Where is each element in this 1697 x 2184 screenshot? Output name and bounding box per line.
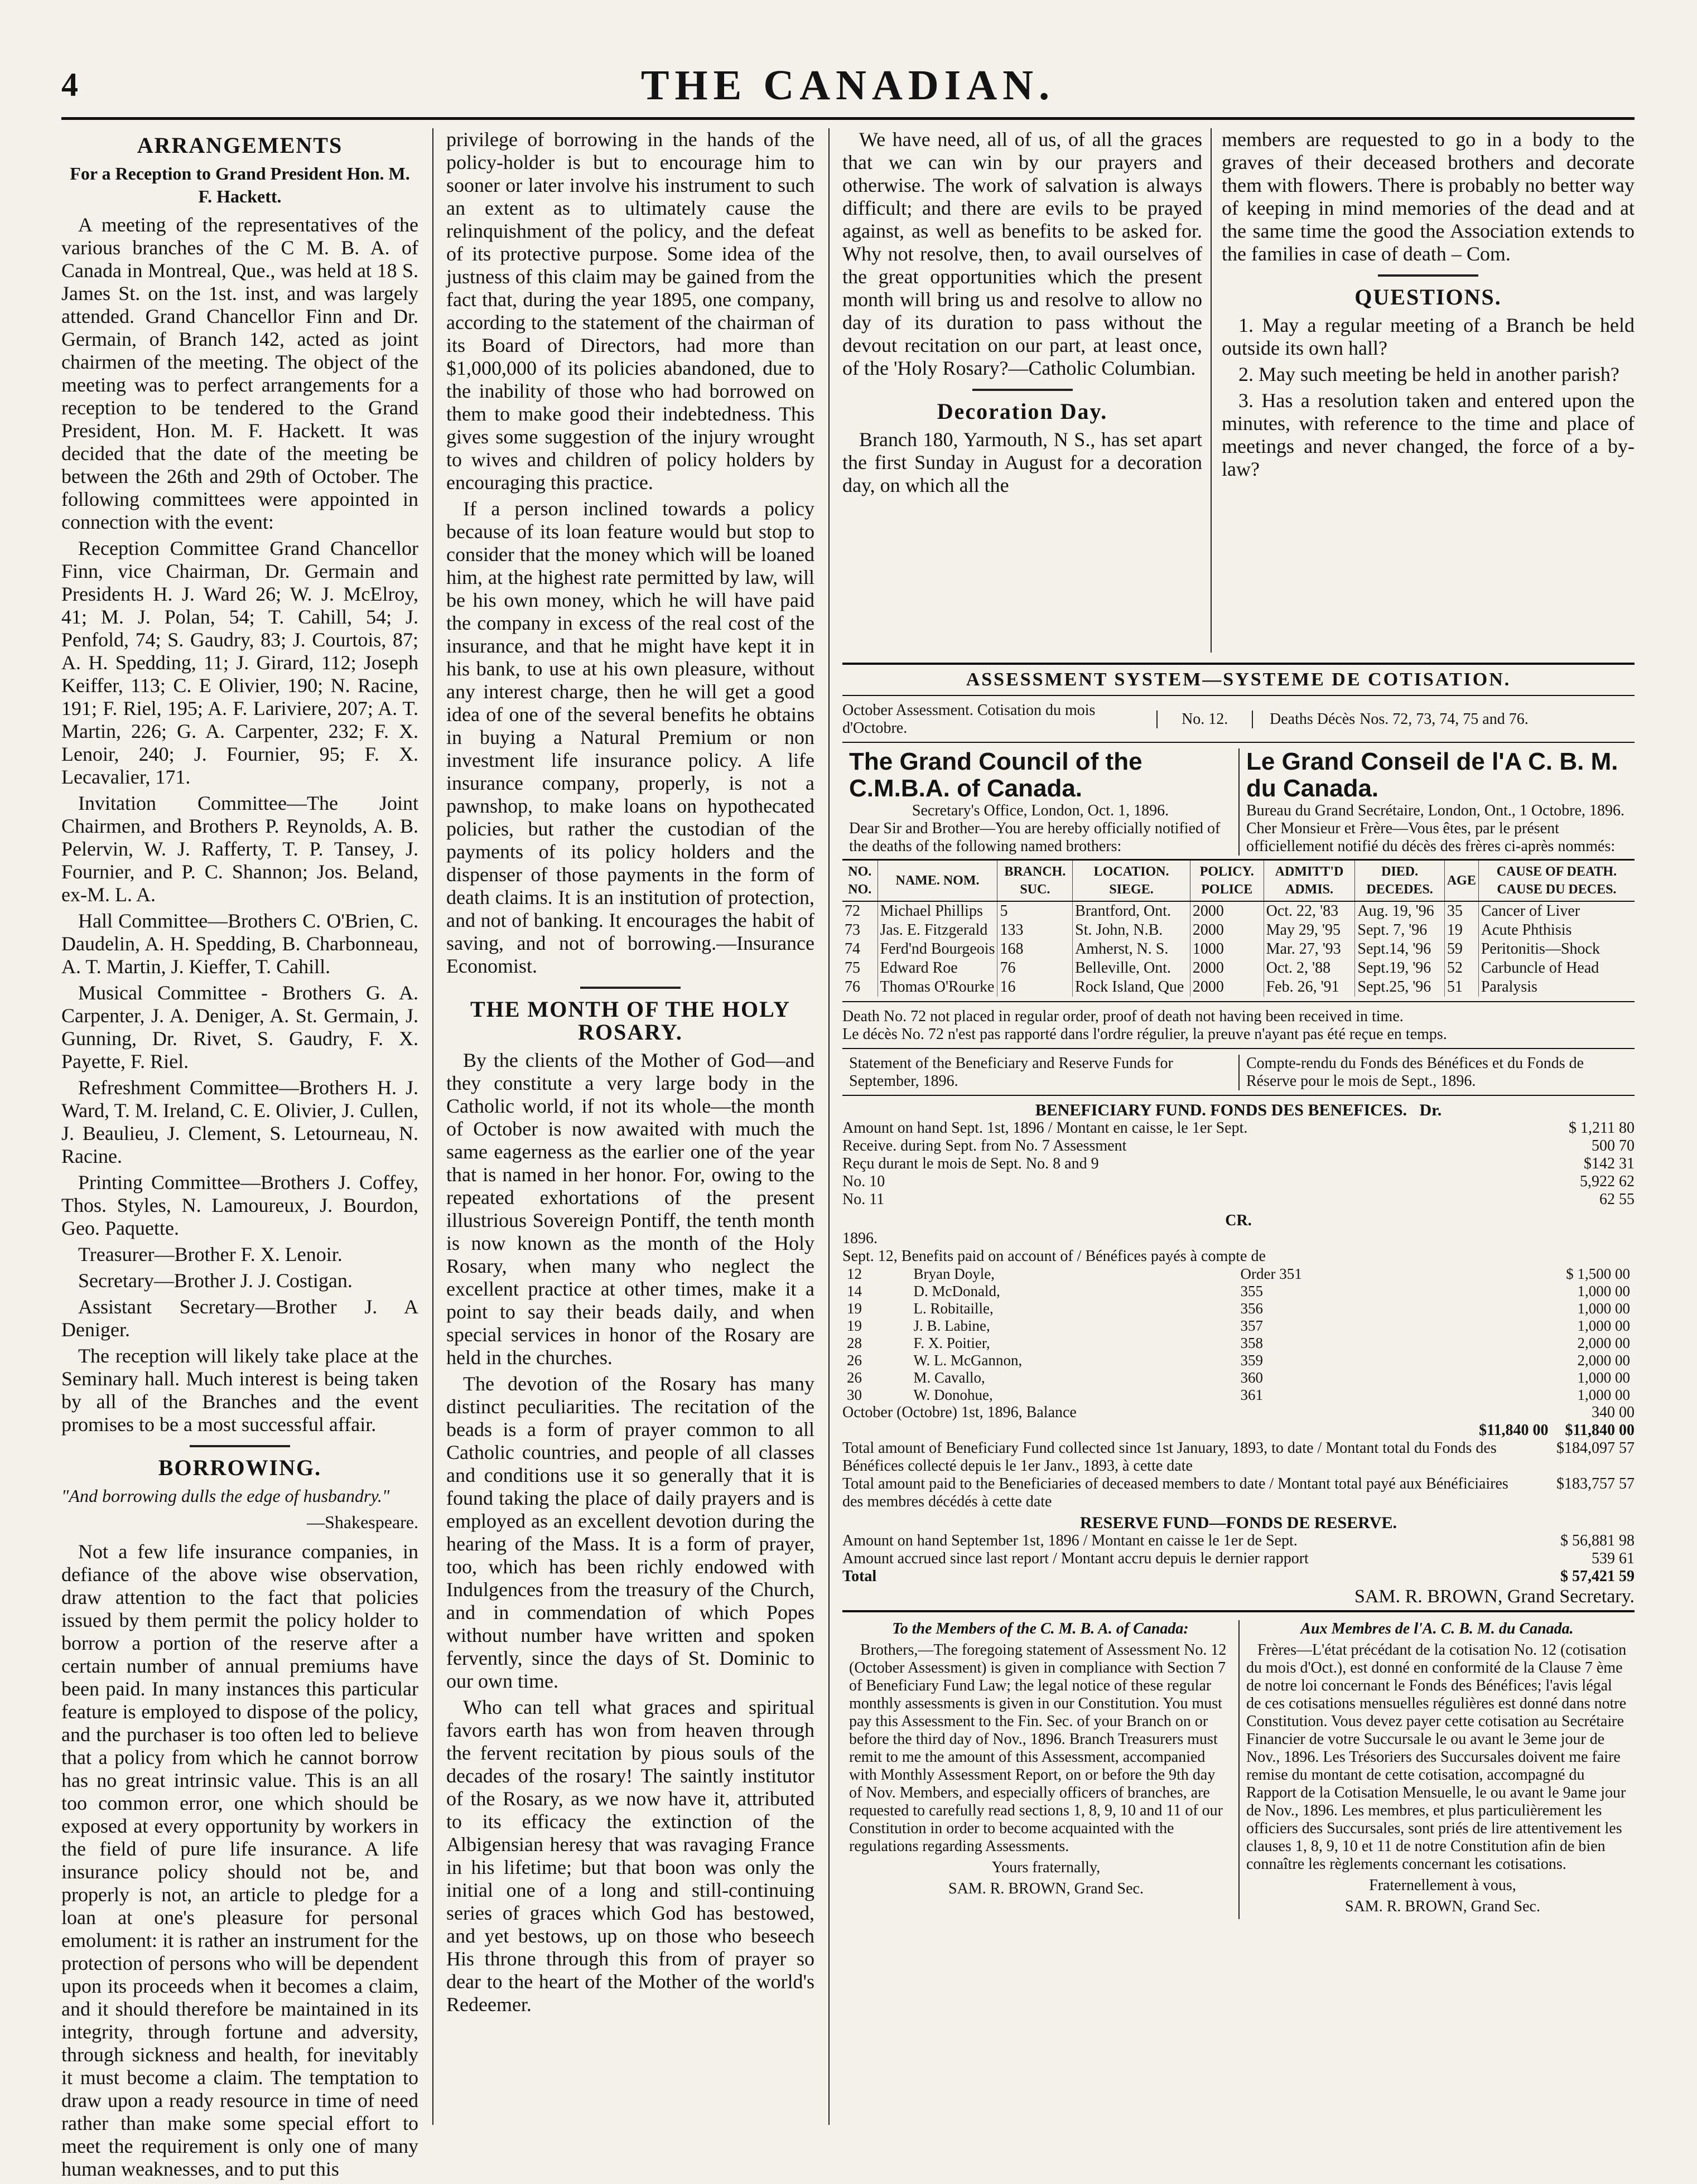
table-cell: 5 <box>997 901 1073 921</box>
table-cell: 72 <box>845 902 860 920</box>
death-note-en: Death No. 72 not placed in regular order, proof of death not having been received in time. <box>842 1008 1404 1025</box>
table-cell: 35 <box>1444 901 1478 921</box>
table-cell: J. B. Labine, <box>913 1317 990 1334</box>
arrangements-heading: ARRANGEMENTS <box>137 133 343 158</box>
notice-english <box>842 1620 1238 1919</box>
paid-total-amount: $183,757 57 <box>1556 1475 1635 1492</box>
arrangements-paragraph: Secretary—Brother J. J. Costigan. <box>78 1269 353 1292</box>
reserve-total-label: Total <box>842 1568 877 1585</box>
table-cell: 1,000 00 <box>1577 1300 1630 1317</box>
table-cell: 16 <box>997 978 1073 997</box>
borrowing-epigraph: "And borrowing dulls the edge of husbandry." <box>61 1486 390 1506</box>
ledger-line-amount: 62 55 <box>1599 1191 1635 1208</box>
rosary-heading: THE MONTH OF THE HOLY ROSARY. <box>470 997 790 1045</box>
notice-en-signature: SAM. R. BROWN, Grand Sec. <box>948 1880 1144 1897</box>
rule <box>842 695 1635 696</box>
reserve-line-label: Amount accrued since last report / Montant accru depuis le dernier rapport <box>842 1550 1309 1567</box>
ledger-line-amount: $ 1,211 80 <box>1569 1119 1635 1137</box>
deaths-label: Deaths Décès <box>1270 711 1356 728</box>
table-row <box>842 940 1635 959</box>
ledger-line <box>842 1137 1635 1155</box>
ledger-totals <box>842 1422 1635 1439</box>
table-cell: W. Donohue, <box>913 1386 993 1403</box>
notice-french <box>1238 1620 1635 1919</box>
october-assessment-label: October Assessment. Cotisation du mois d'Octobre. <box>842 702 1096 737</box>
arrangements-paragraph: Hall Committee—Brothers C. O'Brien, C. Daudelin, A. H. Spedding, B. Charbonneau, A. T. Martin, J. Kieffer, T. Cahill. <box>61 910 418 978</box>
table-cell: 76 <box>845 978 860 996</box>
ledger-line <box>842 1155 1635 1173</box>
deaths-table-header: NO. NO. <box>842 860 878 902</box>
ledger-line-label: No. 11 <box>842 1191 885 1208</box>
table-cell: Edward Roe <box>878 959 997 978</box>
masthead <box>61 56 1635 120</box>
table-cell: 2000 <box>1190 959 1264 978</box>
ledger-line <box>842 1191 1635 1209</box>
beneficiary-fund-title <box>842 1101 1635 1119</box>
deaths-table <box>842 859 1635 997</box>
ledger-line-label: Amount on hand Sept. 1st, 1896 / Montant en caisse, le 1er Sept. <box>842 1119 1248 1137</box>
table-cell: Feb. 26, '91 <box>1264 978 1355 997</box>
table-cell: Order 351 <box>1240 1265 1302 1282</box>
table-cell: Michael Phillips <box>878 901 997 921</box>
column-2 <box>446 128 814 2019</box>
column-4 <box>1222 128 1635 484</box>
paid-total-line <box>842 1475 1635 1511</box>
assessment-notice <box>842 658 1635 1919</box>
rule <box>842 1001 1635 1002</box>
assessment-title: ASSESSMENT SYSTEM—SYSTEME DE COTISATION. <box>966 669 1511 690</box>
collected-total-amount: $184,097 57 <box>1556 1439 1635 1457</box>
table-cell: 361 <box>1240 1386 1263 1403</box>
table-cell: 74 <box>845 940 860 958</box>
ledger-line-amount: 5,922 62 <box>1580 1173 1635 1190</box>
rule <box>842 742 1635 743</box>
rosary-paragraph: Who can tell what graces and spiritual favors earth has won from heaven through the fervent recitation by pious souls of the decades of the rosary! The saintly institutor of the Rosary, as we now have it, attributed to its efficacy the extinction of the Albigensian heresy that was ravaging France in his lifetime; but that boon was only the initial one of a long and still-continuing series of graces which God has bestowed, and yet bestows, up on those who beseech His throne through this from of prayer so dear to the heart of the Mother of the world's Redeemer. <box>446 1696 814 2016</box>
beneficiary-fund-ledger <box>842 1101 1635 1606</box>
rule <box>842 1048 1635 1049</box>
paid-total-label: Total amount paid to the Beneficiaries of deceased members to date / Montant total payé aux Bénéficiaires des membres décédés à cette date <box>842 1475 1508 1510</box>
table-cell: 2000 <box>1190 921 1264 940</box>
table-cell: Paralysis <box>1478 978 1635 997</box>
rosary-paragraph: By the clients of the Mother of God—and they constitute a very large body in the Catholic world, if not its whole—the month of October is now awaited with much the same eagerness as the earlier one of the year that is named in her honor. For, owing to the repeated exhortations of the present illustrious Sovereign Pontiff, the tenth month is now known as the month of the Holy Rosary, when many who neglect the excellent practice at other times, make it a point to say their beads daily, and when special services in honor of the Rosary are held in the churches. <box>446 1049 814 1369</box>
ledger-line-label: No. 10 <box>842 1173 885 1190</box>
balance-amount: 340 00 <box>1592 1404 1635 1421</box>
table-cell: 59 <box>1444 940 1478 959</box>
reserve-line <box>842 1532 1635 1550</box>
reserve-fund-title: RESERVE FUND—FONDS DE RESERVE. <box>1080 1514 1397 1532</box>
grand-secretary-signature: SAM. R. BROWN, Grand Secretary. <box>1354 1586 1635 1607</box>
reserve-line <box>842 1550 1635 1568</box>
table-cell: Acute Phthisis <box>1478 921 1635 940</box>
table-cell: 51 <box>1444 978 1478 997</box>
ledger-line-label: Receive. during Sept. from No. 7 Assessment <box>842 1137 1127 1154</box>
notification-intro-en: Dear Sir and Brother—You are hereby officially notified of the deaths of the following named brothers: <box>849 820 1221 855</box>
total-left: $11,840 00 <box>1479 1422 1549 1439</box>
table-cell: 19 <box>1444 921 1478 940</box>
table-cell: Sept.19, '96 <box>1355 959 1444 978</box>
reserve-total-amount: $ 57,421 59 <box>1560 1568 1635 1585</box>
deaths-table-header: CAUSE OF DEATH. CAUSE DU DECES. <box>1478 860 1635 902</box>
table-row <box>842 1317 1635 1335</box>
credit-year: 1896. <box>842 1230 878 1247</box>
ledger-line <box>842 1173 1635 1191</box>
question-item: 3. Has a resolution taken and entered upon the minutes, with reference to the time and place of meetings and never changed, the force of a by-law? <box>1222 389 1635 480</box>
section-divider <box>580 987 681 989</box>
statement-fr: Compte-rendu du Fonds des Bénéfices et du Fonds de Réserve pour le mois de Sept., 1896. <box>1238 1055 1635 1090</box>
total-right: $11,840 00 <box>1565 1422 1635 1439</box>
table-cell: 357 <box>1240 1317 1263 1334</box>
table-cell: Jas. E. Fitzgerald <box>878 921 997 940</box>
section-divider <box>190 1445 290 1447</box>
beneficiary-fund-title-text: BENEFICIARY FUND. FONDS DES BENEFICES. <box>1035 1101 1407 1119</box>
table-cell: Oct. 22, '83 <box>1264 901 1355 921</box>
section-divider <box>1378 274 1478 277</box>
arrangements-paragraph: Musical Committee - Brothers G. A. Carpenter, J. A. Deniger, A. St. Germain, J. Gunning, Dr. Rivet, S. Gaudry, F. X. Payette, F. Riel. <box>61 982 418 1072</box>
table-cell: $ 1,500 00 <box>1566 1265 1630 1282</box>
secretary-office-fr: Bureau du Grand Secrétaire, London, Ont., 1 Octobre, 1896. <box>1246 802 1625 819</box>
table-cell: 1,000 00 <box>1577 1369 1630 1386</box>
table-cell: Peritonitis—Shock <box>1478 940 1635 959</box>
table-cell: Rock Island, Que <box>1073 978 1190 997</box>
table-row <box>842 1352 1635 1369</box>
table-cell: 1,000 00 <box>1577 1317 1630 1334</box>
ledger-line <box>842 1119 1635 1137</box>
table-cell: 2000 <box>1190 901 1264 921</box>
notice-fr-heading: Aux Membres de l'A. C. B. M. du Canada. <box>1300 1620 1574 1637</box>
deaths-table-header: AGE <box>1444 860 1478 902</box>
table-row <box>842 1265 1635 1283</box>
borrowing-epigraph-attribution: —Shakespeare. <box>307 1512 418 1532</box>
grand-council-title-fr: Le Grand Conseil de l'A C. B. M. du Canada. <box>1246 748 1618 802</box>
table-cell: Sept. 7, '96 <box>1355 921 1444 940</box>
table-cell: Bryan Doyle, <box>913 1265 995 1282</box>
ledger-line-amount: $142 31 <box>1584 1155 1635 1172</box>
table-cell: L. Robitaille, <box>913 1300 994 1317</box>
table-cell: 358 <box>1240 1335 1263 1351</box>
notice-fr-body: Frères—L'état précédant de la cotisation No. 12 (cotisation du mois d'Oct.), est donné en conformité de la Clause 7 ème de notre loi concernant le Fonds des Bénéfices; l'avis légal de ces cotisations mensuelles régulières est donné dans notre Constitution. Vous devez payer cette cotisation au Secrétaire Financier de votre Succursale le ou avant le 3eme jour de Nov., 1896. Les Trésoriers des Succursales doivent me faire remise du montant de cette cotisation, accompagné du Rapport de la Cotisation Mensuelle, le ou avant le 9ame jour de Nov., 1896. Les membres, et plus particulièrement les officiers des Succursales, sont priés de lire attentivement les clauses 1, 8, 9, 10 et 11 de notre Constitution afin de bien connaître les règlements concernant les cotisations. <box>1246 1641 1627 1873</box>
table-cell: 355 <box>1240 1283 1263 1299</box>
benefits-paid-table <box>842 1265 1635 1404</box>
death-note-fr: Le décès No. 72 n'est pas rapporté dans l'ordre régulier, la preuve n'ayant pas été reçue en temps. <box>842 1026 1447 1043</box>
table-cell: Belleville, Ont. <box>1073 959 1190 978</box>
decoration-day-paragraph: Branch 180, Yarmouth, N S., has set apart the first Sunday in August for a decoration day, on which all the <box>842 428 1202 496</box>
ledger-line-amount: 500 70 <box>1592 1137 1635 1154</box>
table-cell: W. L. McGannon, <box>913 1352 1023 1369</box>
questions-heading: QUESTIONS. <box>1354 284 1502 310</box>
table-cell: Aug. 19, '96 <box>1355 901 1444 921</box>
table-cell: 168 <box>997 940 1073 959</box>
table-cell: Cancer of Liver <box>1478 901 1635 921</box>
arrangements-paragraph: Printing Committee—Brothers J. Coffey, Thos. Styles, N. Lamoureux, J. Bourdon, Geo. Paquette. <box>61 1171 418 1239</box>
table-cell: Carbuncle of Head <box>1478 959 1635 978</box>
deaths-table-header: POLICY. POLICE <box>1190 860 1264 902</box>
deaths-table-header: ADMITT'D ADMIS. <box>1264 860 1355 902</box>
arrangements-paragraph: Reception Committee Grand Chancellor Finn, vice Chairman, Dr. Germain and Presidents H. J. Ward 26; W. J. McElroy, 41; M. J. Polan, 54; T. Cahill, 54; J. Penfold, 74; S. Gaudry, 83; J. Courtois, 87; A. H. Spedding, 11; J. Girard, 112; Joseph Keiffer, 113; C. E Olivier, 190; N. Racine, 191; F. Riel, 195; A. F. Lariviere, 207; A. T. Martin, 226; G. A. Carpenter, 232; F. X. Lenoir, 240; J. Fournier, 95; F. X. Lecavalier, 171. <box>61 537 418 788</box>
table-cell: Brantford, Ont. <box>1073 901 1190 921</box>
borrowing-paragraph: privilege of borrowing in the hands of the policy-holder is but to encourage him to sooner or later involve his instrument to such an extent as to ultimately cause the relinquishment of the policy, and the defeat of its protective purpose. Some idea of the justness of this claim may be gained from the fact that, during the year 1895, one company, according to the statement of the chairman of its Board of Directors, had more than $1,000,000 of its policies abandoned, due to the inability of those who had borrowed on them to make good their indebtedness. This gives some suggestion of the injury wrought to wives and children of policy holders by encouraging this practice. <box>446 128 814 494</box>
table-cell: 2,000 00 <box>1577 1335 1630 1351</box>
borrowing-paragraph: Not a few life insurance companies, in defiance of the above wise observation, draw attention to the fact that policies issued by them permit the policy holder to borrow a portion of the reserve after a certain number of annual premiums have been paid. In many instances this particular feature is employed to dispose of the policy, and the purchaser is too often led to believe that a policy from which he cannot borrow has no great intrinsic value. This is an all too common error, one which should be exposed at every opportunity by workers in the field of pure life insurance. A life insurance policy should not be, and properly is not, an article to pledge for a loan at one's pleasure for personal emolument: it is rather an instrument for the protection of persons who will be dependent upon its proceeds when it becomes a claim, and it should therefore be maintained in its integrity, through fortune and adversity, through sickness and health, for inevitably it must become a claim. The temptation to draw upon a ready resource in time of need rather than make some special effort to meet the requirement is only one of many human weaknesses, and to put this <box>61 1540 418 2180</box>
grand-council-title-en: The Grand Council of the C.M.B.A. of Canada. <box>849 748 1142 802</box>
column-rule <box>432 128 433 2125</box>
grand-council-english <box>842 748 1238 856</box>
credit-label: CR. <box>1225 1212 1252 1229</box>
table-row <box>842 1386 1635 1404</box>
collected-total-label: Total amount of Beneficiary Fund collected since 1st January, 1893, to date / Montant total du Fonds des Bénéfices collecté depuis le 1er Janv., 1893, à cette date <box>842 1439 1497 1475</box>
reserve-total-line <box>842 1568 1635 1586</box>
notice-fr-closing: Fraternellement à vous, <box>1369 1877 1516 1894</box>
secretary-office-en: Secretary's Office, London, Oct. 1, 1896. <box>912 802 1169 819</box>
table-cell: Sept.14, '96 <box>1355 940 1444 959</box>
debit-label: Dr. <box>1419 1101 1442 1119</box>
table-row <box>842 1335 1635 1352</box>
table-cell: 76 <box>997 959 1073 978</box>
deaths-numbers: Nos. 72, 73, 74, 75 and 76. <box>1359 711 1529 728</box>
table-cell: 359 <box>1240 1352 1263 1369</box>
statement-en: Statement of the Beneficiary and Reserve Funds for September, 1896. <box>849 1055 1173 1090</box>
decoration-day-paragraph: members are requested to go in a body to the graves of their deceased brothers and decorate them with flowers. There is probably no better way of keeping in mind memories of the dead and at the same time the good the Association extends to the families in case of death – Com. <box>1222 128 1635 265</box>
table-cell: Ferd'nd Bourgeois <box>878 940 997 959</box>
table-cell: D. McDonald, <box>913 1283 1000 1299</box>
notice-en-closing: Yours fraternally, <box>991 1859 1101 1876</box>
table-cell: Amherst, N. S. <box>1073 940 1190 959</box>
table-cell: 2,000 00 <box>1577 1352 1630 1369</box>
deaths-table-header: NAME. NOM. <box>878 860 997 902</box>
reserve-line-label: Amount on hand September 1st, 1896 / Montant en caisse le 1er de Sept. <box>842 1532 1298 1549</box>
table-cell: 26 <box>847 1369 862 1386</box>
table-cell: F. X. Poitier, <box>913 1335 990 1351</box>
table-cell: 12 <box>847 1265 862 1282</box>
arrangements-paragraph: A meeting of the representatives of the various branches of the C M. B. A. of Canada in Montreal, Que., was held at 18 S. James St. on the 1st. inst, and was largely attended. Grand Chancellor Finn and Dr. Germain, of Branch 142, acted as joint chairmen of the meeting. The object of the meeting was to perfect arrangements for a reception to be tendered to the Grand President, Hon. M. F. Hackett. It was decided that the date of the meeting be between the 26th and 29th of October. The following committees were appointed in connection with the event: <box>61 214 418 533</box>
rosary-paragraph: We have need, all of us, of all the graces that we can win by our prayers and otherwise. The work of salvation is always difficult; and there are evils to be prayed against, as well as benefits to be asked for. Why not resolve, then, to avail ourselves of the great opportunities which the present month will bring us and resolve to allow no day of its duration to pass without the devout recitation on our part, at least once, of the 'Holy Rosary?—Catholic Columbian. <box>842 128 1202 379</box>
newspaper-page <box>61 33 1635 2180</box>
rule <box>842 1095 1635 1096</box>
newspaper-title: THE CANADIAN. <box>640 62 1055 109</box>
arrangements-paragraph: The reception will likely take place at the Seminary hall. Much interest is being taken by all of the Branches and the event promises to be a most successful affair. <box>61 1345 418 1436</box>
section-divider <box>972 389 1073 391</box>
table-cell: 19 <box>847 1300 862 1317</box>
borrowing-paragraph: If a person inclined towards a policy because of its loan feature would but stop to consider that the money which will be loaned him, at the highest rate permitted by law, will be his own money, which he will have paid the company in excess of the real cost of the insurance, and that he might have kept it in his bank, to use at his own pleasure, without any interest charge, then he will get a good idea of one of the several benefits he obtains in buying a Natural Premium or non investment life insurance policy. A life insurance company, properly, is not a pawnshop, to make loans on hypothecated policies, but rather the custodian of the payments of its policy holders and the dispenser of those payments in the form of death claims. It is an institution of protection, and not of banking. It encourages the habit of saving, and not of borrowing.—Insurance Economist. <box>446 497 814 977</box>
column-3 <box>842 128 1202 500</box>
table-cell: 2000 <box>1190 978 1264 997</box>
top-rule <box>842 663 1635 665</box>
table-cell: 19 <box>847 1317 862 1334</box>
assessment-number: No. 12. <box>1156 711 1253 728</box>
table-cell: 1000 <box>1190 940 1264 959</box>
decoration-day-heading: Decoration Day. <box>937 399 1108 424</box>
table-row <box>842 1300 1635 1317</box>
grand-council-french <box>1238 748 1635 856</box>
table-cell: 14 <box>847 1283 862 1299</box>
arrangements-paragraph: Assistant Secretary—Brother J. A Deniger. <box>61 1296 418 1341</box>
arrangements-paragraph: Invitation Committee—The Joint Chairmen, and Brothers P. Reynolds, A. B. Pelervin, W. J. Rafferty, T. P. Tansey, J. Fournier, and P. C. Shannon; Jos. Beland, ex-M. L. A. <box>61 792 418 906</box>
arrangements-subheading: For a Reception to Grand President Hon. M. F. Hackett. <box>70 163 410 206</box>
table-cell: May 29, '95 <box>1264 921 1355 940</box>
collected-total-line <box>842 1439 1635 1475</box>
reserve-line-amount: 539 61 <box>1592 1550 1635 1567</box>
column-rule <box>1211 128 1212 653</box>
deaths-table-header: DIED. DECEDES. <box>1355 860 1444 902</box>
table-cell: 1,000 00 <box>1577 1386 1630 1403</box>
notification-intro-fr: Cher Monsieur et Frère—Vous êtes, par le présent officiellement notifié du décès des frères ci-après nommés: <box>1246 820 1616 855</box>
deaths-table-header: LOCATION. SIEGE. <box>1073 860 1190 902</box>
balance-line <box>842 1404 1635 1422</box>
table-cell: 26 <box>847 1352 862 1369</box>
arrangements-paragraph: Treasurer—Brother F. X. Lenoir. <box>78 1243 343 1265</box>
table-cell: Oct. 2, '88 <box>1264 959 1355 978</box>
table-row <box>842 1283 1635 1300</box>
table-row <box>842 1369 1635 1386</box>
table-cell: M. Cavallo, <box>913 1369 985 1386</box>
column-rule <box>828 128 830 2125</box>
table-cell: 52 <box>1444 959 1478 978</box>
credit-heading: Sept. 12, Benefits paid on account of / Bénéfices payés à compte de <box>842 1248 1266 1265</box>
balance-label: October (Octobre) 1st, 1896, Balance <box>842 1404 1077 1421</box>
question-item: 2. May such meeting be held in another parish? <box>1238 363 1619 385</box>
column-1 <box>61 128 418 2184</box>
table-cell: 28 <box>847 1335 862 1351</box>
table-cell: 73 <box>845 921 860 939</box>
statement-header <box>842 1055 1635 1090</box>
table-cell: 75 <box>845 959 860 977</box>
table-cell: St. John, N.B. <box>1073 921 1190 940</box>
arrangements-paragraph: Refreshment Committee—Brothers H. J. Ward, T. M. Ireland, C. E. Olivier, J. Cullen, J. Beaulieu, J. Clement, S. Letourneau, N. Racine. <box>61 1076 418 1167</box>
question-item: 1. May a regular meeting of a Branch be held outside its own hall? <box>1222 314 1635 359</box>
notice-en-body: Brothers,—The foregoing statement of Assessment No. 12 (October Assessment) is given in compliance with Section 7 of Beneficiary Fund Law; the legal notice of these regular monthly assessments is given in our Constitution. You must pay this Assessment to the Fin. Sec. of your Branch on or before the third day of Nov., 1896. Branch Treasurers must remit to me the amount of this Assessment, accompanied with Monthly Assessment Report, on or before the 9th day of Nov. Members, and especially officers of branches, are requested to carefully read sections 1, 8, 9, 10 and 11 of our Constitution in order to become acquainted with the regulations regarding Assessments. <box>849 1641 1227 1855</box>
reserve-line-amount: $ 56,881 98 <box>1560 1532 1635 1549</box>
rosary-paragraph: The devotion of the Rosary has many distinct peculiarities. The recitation of the beads is a form of prayer common to all Catholic countries, and people of all classes and conditions use it so generally that it is found taking the place of daily prayers and is employed as an excellent devotion during the hearing of the Mass. It is a form of prayer, too, which has been richly endowed with Indulgences from the treasury of the Church, and in commendation of which Popes without number have written and spoken fervently, since the days of St. Dominic to our own time. <box>446 1373 814 1692</box>
table-cell: 133 <box>997 921 1073 940</box>
member-notices <box>842 1620 1635 1919</box>
table-cell: Sept.25, '96 <box>1355 978 1444 997</box>
table-row <box>842 959 1635 978</box>
table-cell: Thomas O'Rourke <box>878 978 997 997</box>
table-cell: Mar. 27, '93 <box>1264 940 1355 959</box>
deaths-table-header: BRANCH. SUC. <box>997 860 1073 902</box>
table-cell: 1,000 00 <box>1577 1283 1630 1299</box>
borrowing-heading: BORROWING. <box>158 1455 322 1480</box>
assessment-info-row <box>842 702 1635 737</box>
table-row <box>842 921 1635 940</box>
table-row <box>842 901 1635 921</box>
grand-council-header <box>842 748 1635 856</box>
table-cell: 360 <box>1240 1369 1263 1386</box>
notice-fr-signature: SAM. R. BROWN, Grand Sec. <box>1345 1898 1540 1915</box>
rule <box>842 1610 1635 1612</box>
table-cell: 356 <box>1240 1300 1263 1317</box>
ledger-line-label: Reçu durant le mois de Sept. No. 8 and 9 <box>842 1155 1099 1172</box>
page-number: 4 <box>61 66 78 103</box>
table-cell: 30 <box>847 1386 862 1403</box>
table-row <box>842 978 1635 997</box>
notice-en-heading: To the Members of the C. M. B. A. of Canada: <box>892 1620 1189 1637</box>
